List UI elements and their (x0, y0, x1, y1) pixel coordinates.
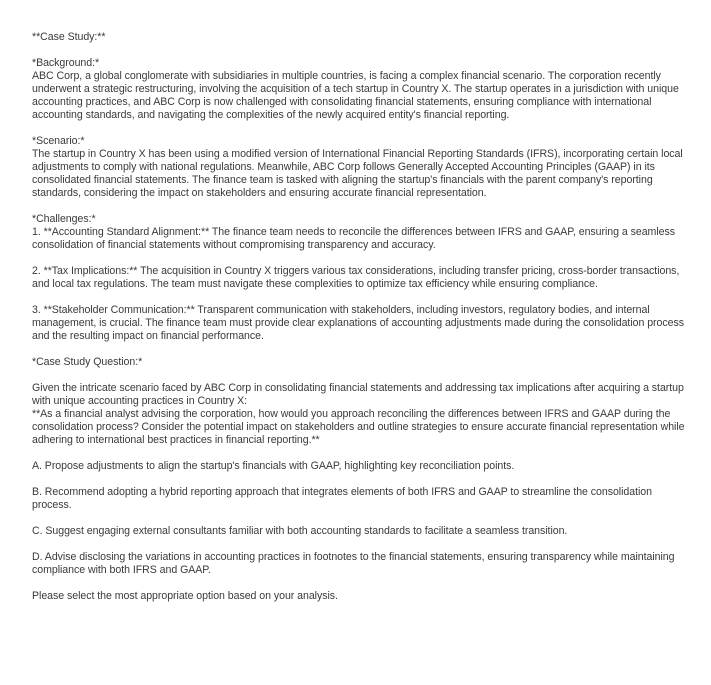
question-intro: Given the intricate scenario faced by ABC Corp in consolidating financial statements and addressing tax implications after acquiring a startup with unique accounting practices in Country X: (32, 382, 687, 407)
question-prompt: **As a financial analyst advising the corporation, how would you approach reconciling the differences between IFRS and GAAP during the consolidation process? Consider the potential impact on stakeholders and outline strategies to ensure accurate financial representation while adhering to international best practices in financial reporting.** (32, 408, 688, 446)
scenario-text: The startup in Country X has been using a modified version of International Financial Reporting Standards (IFRS), incorporating certain local adjustments to comply with national regulations. Meanwhile, ABC Corp follows Generally Accepted Accounting Principles (GAAP) in its consolidated financial statements. The finance team is tasked with aligning the startup's financials with the parent company's reporting standards, considering the impact on stakeholders and ensuring accurate financial representation. (32, 148, 686, 199)
closing-instruction: Please select the most appropriate option based on your analysis. (32, 590, 338, 602)
document-body (32, 31, 694, 603)
option-d: D. Advise disclosing the variations in accounting practices in footnotes to the financial statements, ensuring transparency while maintaining compliance with both IFRS and GAAP. (32, 551, 678, 576)
challenge-item: 1. **Accounting Standard Alignment:** The finance team needs to reconcile the differences between IFRS and GAAP, ensuring a seamless consolidation of financial statements without compromising transparency and accuracy. (32, 226, 678, 251)
challenges-heading: *Challenges:* (32, 213, 96, 225)
background-text: ABC Corp, a global conglomerate with subsidiaries in multiple countries, is facing a complex financial scenario. The corporation recently underwent a strategic restructuring, involving the acquisition of a tech startup in Country X. The startup operates in a jurisdiction with unique accounting practices, and ABC Corp is now challenged with consolidating financial statements, ensuring compliance with international accounting standards, and navigating the complexities of the newly acquired entity's financial reporting. (32, 70, 682, 121)
scenario-heading: *Scenario:* (32, 135, 85, 147)
option-b: B. Recommend adopting a hybrid reporting approach that integrates elements of both IFRS and GAAP to streamline the consolidation process. (32, 486, 655, 511)
option-c: C. Suggest engaging external consultants familiar with both accounting standards to facilitate a seamless transition. (32, 525, 568, 537)
challenge-item: 2. **Tax Implications:** The acquisition in Country X triggers various tax considerations, including transfer pricing, cross-border transactions, and local tax regulations. The team must navigate these complexities to optimize tax efficiency while ensuring compliance. (32, 265, 683, 290)
case-study-title: **Case Study:** (32, 31, 106, 43)
question-heading: *Case Study Question:* (32, 356, 143, 368)
option-a: A. Propose adjustments to align the startup's financials with GAAP, highlighting key reconciliation points. (32, 460, 515, 472)
challenge-item: 3. **Stakeholder Communication:** Transparent communication with stakeholders, including investors, regulatory bodies, and internal management, is crucial. The finance team must provide clear explanations of accounting adjustments made during the consolidation process and the resulting impact on financial performance. (32, 304, 687, 342)
background-heading: *Background:* (32, 57, 100, 69)
